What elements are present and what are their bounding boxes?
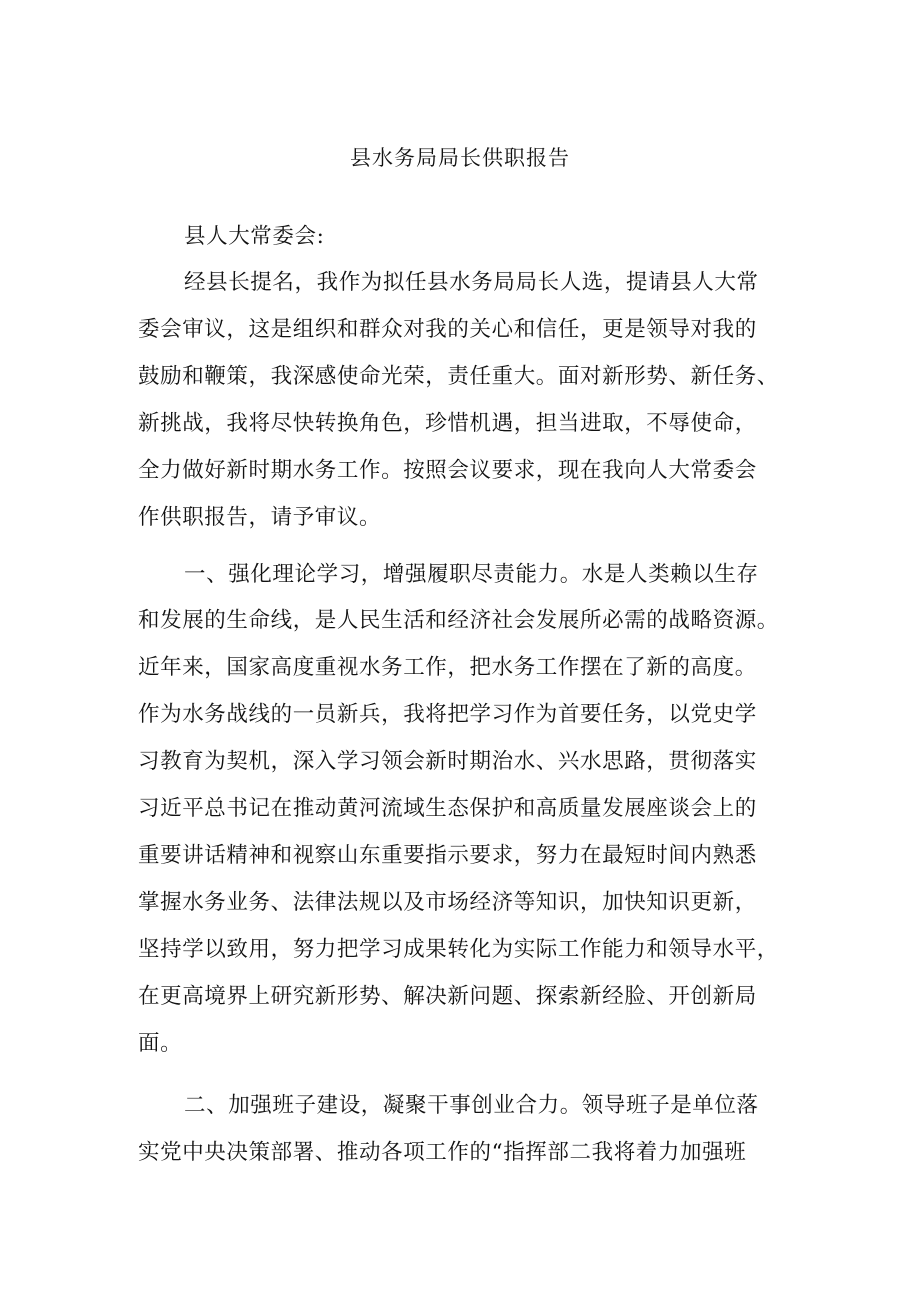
paragraph-1-line-4: 新挑战，我将尽快转换角色，珍惜机遇，担当进取，不辱使命， [138,411,757,436]
paragraph-2-line-4: 作为水务战线的一员新兵，我将把学习作为首要任务，以党史学 [138,702,757,727]
salutation: 县人大常委会: [184,224,325,249]
page-title: 县水务局局长供职报告 [350,146,570,170]
paragraph-2-line-11: 面。 [138,1031,183,1056]
paragraph-1-line-2: 委会审议，这是组织和群众对我的关心和信任，更是领导对我的 [138,317,757,342]
paragraph-3-line-2: 实党中央决策部署、推动各项工作的“指挥部二我将着力加强班 [138,1140,747,1165]
paragraph-3-line-1: 二、加强班子建设，凝聚干事创业合力。领导班子是单位落 [184,1093,759,1118]
paragraph-2-line-2: 和发展的生命线，是人民生活和经济社会发展所必需的战略资源。 [138,608,779,633]
paragraph-1-line-5: 全力做好新时期水务工作。按照会议要求，现在我向人大常委会 [138,458,757,483]
paragraph-2-line-8: 掌握水务业务、法律法规以及市场经济等知识，加快知识更新， [138,890,757,915]
paragraph-1-line-3: 鼓励和鞭策，我深感使命光荣，责任重大。面对新形势、新任务、 [138,364,779,389]
paragraph-2-line-7: 重要讲话精神和视察山东重要指示要求，努力在最短时间内熟悉 [138,843,757,868]
paragraph-2-line-5: 习教育为契机，深入学习领会新时期治水、兴水思路，贯彻落实 [138,749,757,774]
paragraph-1-line-1: 经县长提名，我作为拟任县水务局局长人选，提请县人大常 [184,270,759,295]
paragraph-2-line-10: 在更高境界上研究新形势、解决新问题、探索新经脸、开创新局 [138,984,757,1009]
paragraph-2-line-6: 习近平总书记在推动黄河流域生态保护和高质量发展座谈会上的 [138,796,757,821]
paragraph-2-line-9: 坚持学以致用，努力把学习成果转化为实际工作能力和领导水平， [138,937,779,962]
paragraph-2-line-3: 近年来，国家高度重视水务工作，把水务工作摆在了新的高度。 [138,655,757,680]
paragraph-2-line-1: 一、强化理论学习，增强履职尽责能力。水是人类赖以生存 [184,562,759,587]
paragraph-1-line-6: 作供职报告，请予审议。 [138,505,382,530]
